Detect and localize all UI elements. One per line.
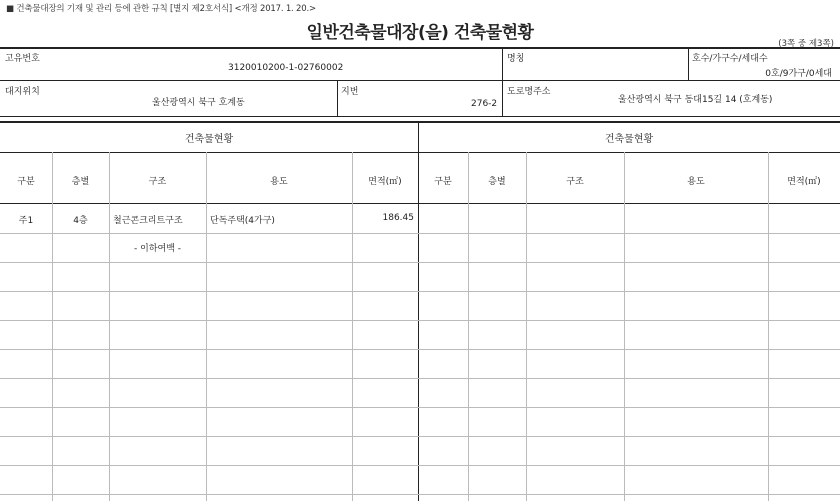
unique-no-label: 고유번호	[5, 54, 40, 64]
lot-value: 276-2	[471, 99, 498, 109]
info-divider-1	[502, 47, 503, 116]
col-line	[52, 152, 53, 501]
right-col-structure: 구조	[566, 177, 584, 187]
row1-type: 주1	[18, 216, 34, 226]
blank-below-marker: - 이하여백 -	[134, 244, 181, 254]
road-label: 도로명주소	[507, 87, 551, 97]
row1-floor: 4층	[73, 216, 88, 226]
col-line	[109, 152, 110, 501]
left-col-type: 구분	[17, 177, 35, 187]
road-value: 울산광역시 북구 동대15길 14 (호계동)	[618, 95, 773, 105]
site-value: 울산광역시 북구 호계동	[152, 98, 245, 108]
name-label: 명칭	[507, 54, 525, 64]
row-line	[0, 465, 840, 466]
lot-label: 지번	[341, 87, 359, 97]
row-line	[0, 494, 840, 495]
row-line	[0, 320, 840, 321]
left-col-structure: 구조	[148, 177, 167, 187]
units-value: 0호/9가구/0세대	[765, 69, 832, 79]
form-regulation-note: ■ 건축물대장의 기재 및 관리 등에 관한 규칙 [별지 제2호서식] <개정 2017. 1. 20.>	[6, 4, 316, 14]
page-info: (3쪽 중 제3쪽)	[778, 39, 834, 49]
info-top-border	[0, 47, 840, 49]
status-top-border	[0, 121, 840, 123]
right-col-area: 면적(㎡)	[787, 177, 821, 187]
row-line	[0, 407, 840, 408]
col-line	[468, 152, 469, 501]
right-col-use: 용도	[687, 177, 705, 187]
info-divider-3	[337, 80, 338, 116]
right-section-title: 건축물현황	[604, 134, 654, 145]
column-header-line	[0, 203, 840, 204]
row1-structure: 철근콘크리트구조	[113, 216, 183, 226]
unique-no-value: 3120010200-1-02760002	[228, 63, 344, 73]
page-title: 일반건축물대장(을) 건축물현황	[306, 23, 534, 43]
col-line	[624, 152, 625, 501]
row-line	[0, 233, 840, 234]
right-col-type: 구분	[434, 177, 452, 187]
left-col-area: 면적(㎡)	[368, 177, 402, 187]
row-line	[0, 378, 840, 379]
left-col-use: 용도	[270, 177, 288, 187]
row-line	[0, 262, 840, 263]
col-line	[206, 152, 207, 501]
info-divider-2	[688, 47, 689, 80]
row-line	[0, 349, 840, 350]
info-bottom-line	[0, 116, 840, 117]
units-label: 호수/가구수/세대수	[692, 54, 768, 64]
section-title-line	[0, 152, 840, 153]
col-line	[526, 152, 527, 501]
site-label: 대지위치	[5, 87, 40, 97]
right-col-floor: 층별	[488, 177, 506, 187]
col-line	[768, 152, 769, 501]
row-line	[0, 291, 840, 292]
row1-use: 단독주택(4가구)	[210, 216, 275, 226]
left-section-title: 건축물현황	[184, 134, 234, 145]
left-col-floor: 층별	[71, 177, 90, 187]
info-mid-line	[0, 80, 840, 81]
row-line	[0, 436, 840, 437]
col-line	[352, 152, 353, 501]
row1-area: 186.45	[382, 213, 414, 223]
